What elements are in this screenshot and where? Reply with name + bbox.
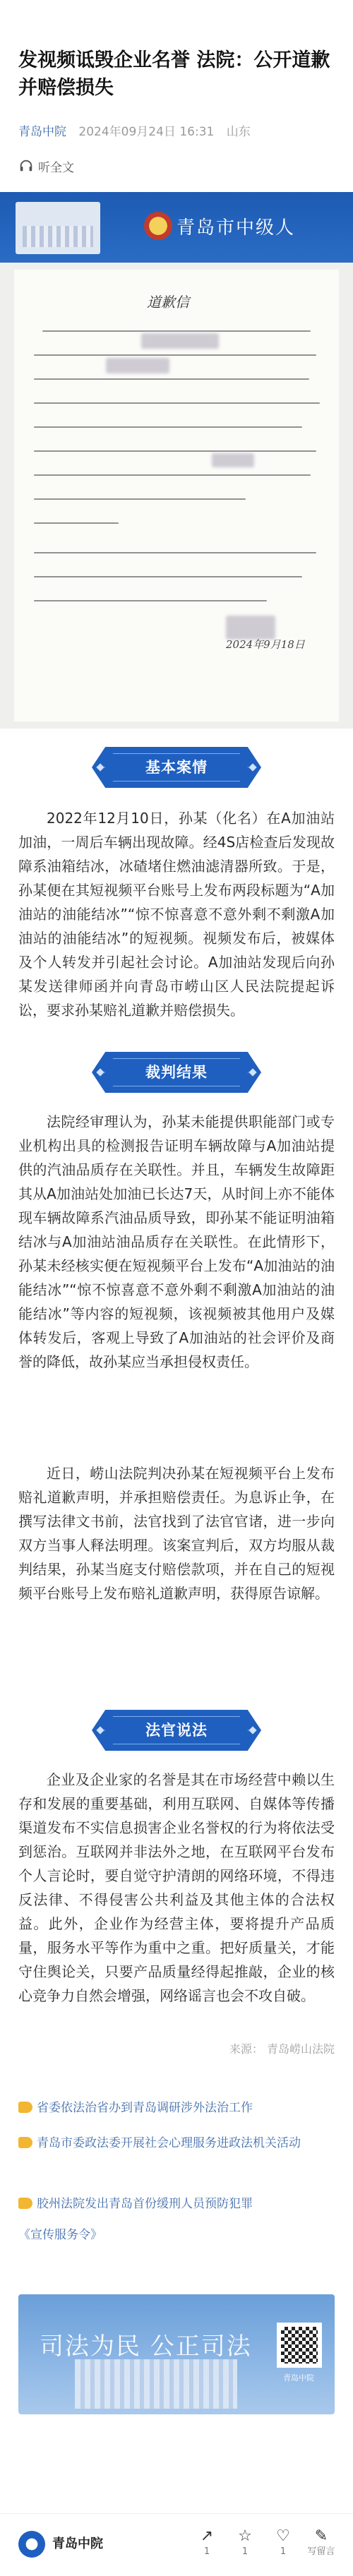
- letter-heading: 道歉信: [147, 294, 189, 311]
- section-title: 法官说法: [145, 1722, 208, 1739]
- section-badge-case: [92, 747, 261, 788]
- publish-location: 山东: [226, 125, 251, 139]
- share-icon: ↗: [200, 2527, 214, 2545]
- like-button[interactable]: ♡ 1: [265, 2527, 301, 2558]
- court-hall-picture: [75, 2359, 237, 2409]
- related-link-3-continued[interactable]: 《宣传服务令》: [18, 2228, 102, 2242]
- account-link[interactable]: 青岛中院: [18, 125, 66, 139]
- collect-button[interactable]: ☆ 1: [227, 2527, 263, 2558]
- related-link-3[interactable]: 胶州法院发出青岛首份缓刑人员预防犯罪: [18, 2193, 335, 2215]
- article-meta: [18, 121, 336, 143]
- account-name[interactable]: 青岛中院: [52, 2536, 103, 2551]
- listen-button[interactable]: [18, 155, 74, 176]
- signature-date: 2024年9月18日: [226, 638, 305, 651]
- account-avatar[interactable]: [18, 2531, 45, 2558]
- like-icon: ♡: [276, 2527, 290, 2545]
- judge-paragraph: 企业及企业家的名誉是其在市场经营中赖以生存和发展的重要基础，利用互联网、自媒体等传播渠道发布不实信息损害企业名誉权的行为将依法受到惩治。互联网并非法外之地，在互联网平台发布个人言论时，要自觉守护清朗的网络环境，不得违反法律、不得侵害公共利益及其他主体的合法权益。此外，企业作为经营主体，要将提升产品质量，服务水平等作为重中之重。把好质量关，才能守住舆论关，只要产品质量经得起推敲，企业的核心竞争力自然会增强，网络谣言也会不攻自破。: [18, 1771, 335, 2004]
- related-link-2[interactable]: 青岛市委政法委开展社会心理服务进政法机关活动: [18, 2132, 335, 2155]
- apology-letter-image: [0, 192, 353, 729]
- section-badge-judge-says: [92, 1710, 261, 1751]
- section-badge-verdict: [92, 1052, 261, 1093]
- bottom-action-bar: [0, 2513, 353, 2576]
- comment-button[interactable]: ✎ 写留言: [304, 2527, 339, 2558]
- share-button[interactable]: ↗ 1: [189, 2527, 225, 2558]
- section-title: 裁判结果: [145, 1064, 208, 1081]
- related-link-1[interactable]: 省委依法治省办到青岛调研涉外法治工作: [18, 2097, 335, 2119]
- qr-code-icon: [277, 2323, 322, 2368]
- source-credit: 来源： 青岛崂山法院: [229, 2042, 335, 2056]
- court-emblem-icon: [144, 212, 172, 240]
- verdict-paragraph-1: 法院经审理认为，孙某未能提供职能部门或专业机构出具的检测报告证明车辆故障与A加油站提供的汽油品质存在关联性。并且，车辆发生故障距其从A加油站处加油已长达7天，从时间上亦不能体现车辆故障系汽油品质导致，即孙某不能证明油箱结冰与A加油站油品质存在关联性。在此情形下，孙某未经核实便在短视频平台上发布“A加油站的油能结冰”“惊不惊喜意不意外剩不剩激A加油站的油能结冰”等内容的短视频，该视频被其他用户及媒体转发后，客观上导致了A加油站的社会评价及商誉的降低，故孙某应当承担侵权责任。: [18, 1113, 335, 1370]
- pointing-hand-icon: [18, 2102, 32, 2113]
- case-paragraph: 2022年12月10日，孙某（化名）在A加油站加油，一周后车辆出现故障。经4S店检查后发现故障系油箱结冰，冰碴堵住燃油滤清器所致。于是，孙某便在其短视频平台账号上发布两段标题为“A加油站的油能结冰”“惊不惊喜意不意外剩不剩激A加油站的油能结冰”的短视频。视频发布后，被媒体及个人转发并引起社会讨论。A加油站发现后向孙某发送律师函并向青岛市崂山区人民法院提起诉讼，要求孙某赔礼道歉并赔偿损失。: [18, 810, 335, 1019]
- comment-icon: ✎: [314, 2527, 328, 2545]
- article-title: 发视频诋毁企业名誉 法院：公开道歉并赔偿损失: [18, 49, 330, 99]
- court-building-picture: [16, 202, 100, 254]
- section-title: 基本案情: [145, 759, 208, 776]
- headphones-icon: [18, 158, 34, 174]
- listen-label: 听全文: [38, 160, 74, 175]
- footer-promo-image: [18, 2294, 335, 2414]
- collect-icon: ☆: [238, 2527, 252, 2545]
- pointing-hand-icon: [18, 2137, 32, 2148]
- publish-date: 2024年09月24日 16:31: [78, 125, 215, 139]
- qr-caption: 青岛中院: [283, 2373, 314, 2383]
- court-banner-text: 青岛市中级人: [176, 217, 296, 239]
- pointing-hand-icon: [18, 2198, 32, 2209]
- verdict-paragraph-2: 近日，崂山法院判决孙某在短视频平台上发布赔礼道歉声明，并承担赔偿责任。为息诉止争，在撰写法律文书前，法官找到了法官官诸，进一步向双方当事人释法明理。该案宣判后，双方均服从裁判结果，孙某当庭支付赔偿款项，并在自己的短视频平台账号上发布赔礼道歉声明，获得原告谅解。: [18, 1465, 335, 1602]
- footer-slogan: 司法为民 公正司法: [40, 2332, 252, 2361]
